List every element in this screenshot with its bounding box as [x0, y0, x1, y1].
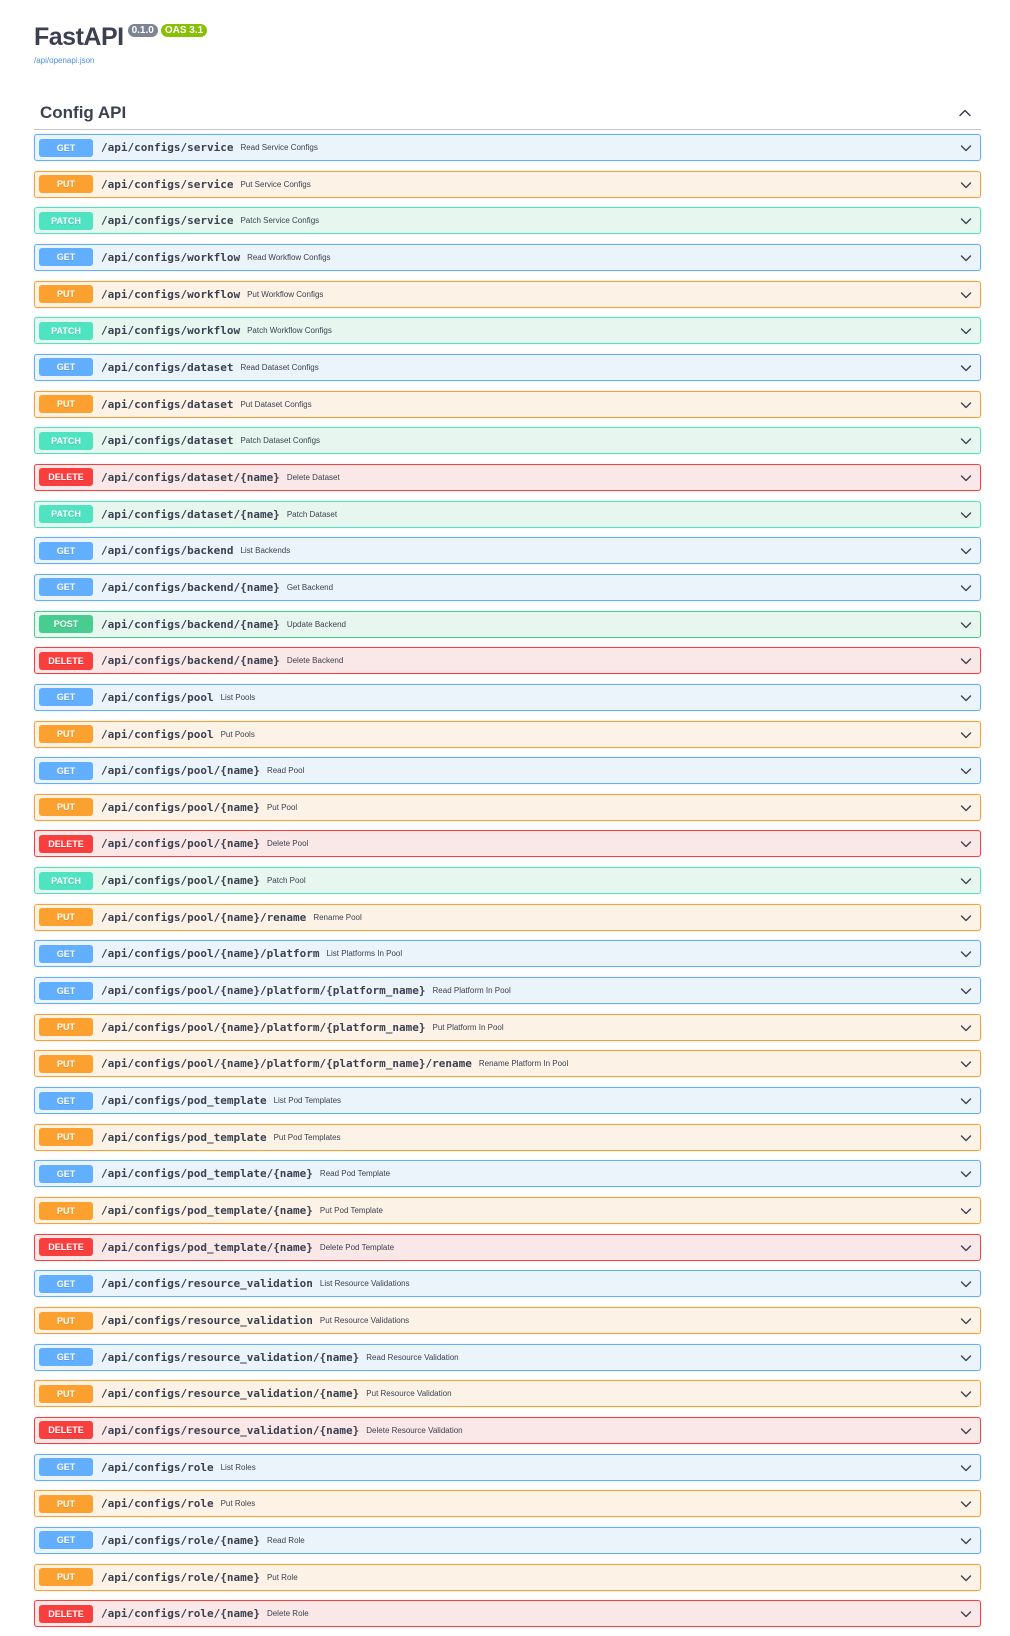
operation-row[interactable] [34, 757, 981, 784]
method-badge: GET [39, 358, 93, 376]
operation-summary: Read Role [266, 1535, 305, 1545]
operation-summary: Delete Pod Template [319, 1242, 395, 1252]
chevron-down-icon[interactable] [960, 729, 972, 741]
operation-row[interactable] [34, 977, 981, 1004]
operation-path: /api/configs/resource_validation/{name} [101, 1387, 360, 1401]
operation-path: /api/configs/pod_template [101, 1094, 267, 1108]
operation-path: /api/configs/pod_template/{name} [101, 1240, 313, 1254]
method-badge: DELETE [39, 468, 93, 486]
chevron-down-icon[interactable] [960, 215, 972, 227]
operation-row[interactable] [34, 794, 981, 821]
operation-path: /api/configs/dataset [101, 434, 234, 448]
chevron-down-icon[interactable] [960, 399, 972, 411]
operation-path: /api/configs/backend [101, 544, 234, 558]
operation-row[interactable] [34, 1124, 981, 1151]
method-badge: GET [39, 139, 93, 157]
chevron-down-icon[interactable] [960, 582, 972, 594]
operation-summary: Patch Workflow Configs [247, 326, 332, 336]
operation-path: /api/configs/pool/{name} [101, 837, 260, 851]
method-badge: GET [39, 248, 93, 266]
operation-summary: Read Pod Template [319, 1169, 391, 1179]
operation-row[interactable] [34, 684, 981, 711]
method-badge: GET [39, 945, 93, 963]
operation-row[interactable] [34, 207, 981, 234]
operation-row[interactable] [34, 244, 981, 271]
operation-path: /api/configs/dataset [101, 397, 234, 411]
operation-row[interactable] [34, 1564, 981, 1591]
operation-path: /api/configs/role/{name} [101, 1533, 260, 1547]
operation-row[interactable] [34, 1344, 981, 1371]
method-badge: PUT [39, 175, 93, 193]
operation-path: /api/configs/backend/{name} [101, 580, 280, 594]
operation-summary: Put Pod Template [319, 1206, 383, 1216]
operation-path: /api/configs/workflow [101, 250, 241, 264]
operation-path: /api/configs/pod_template/{name} [101, 1204, 313, 1218]
chevron-down-icon[interactable] [960, 1132, 972, 1144]
operation-summary: Delete Backend [286, 656, 344, 666]
chevron-down-icon[interactable] [960, 765, 972, 777]
operation-summary: Delete Role [266, 1609, 309, 1619]
operation-path: /api/configs/service [101, 214, 234, 228]
operation-path: /api/configs/pool/{name}/rename [101, 910, 307, 924]
method-badge: DELETE [39, 1605, 93, 1623]
chevron-down-icon[interactable] [960, 619, 972, 631]
operation-path: /api/configs/pool [101, 690, 214, 704]
operation-row[interactable] [34, 464, 981, 491]
method-badge: PUT [39, 395, 93, 413]
operation-path: /api/configs/role [101, 1460, 214, 1474]
chevron-down-icon[interactable] [960, 655, 972, 667]
chevron-down-icon[interactable] [960, 435, 972, 447]
operation-path: /api/configs/resource_validation/{name} [101, 1423, 360, 1437]
chevron-down-icon[interactable] [960, 1425, 972, 1437]
operation-summary: Rename Platform In Pool [478, 1059, 569, 1069]
method-badge: POST [39, 615, 93, 633]
method-badge: DELETE [39, 1421, 93, 1439]
method-badge: PATCH [39, 432, 93, 450]
chevron-down-icon[interactable] [960, 1058, 972, 1070]
chevron-down-icon[interactable] [960, 1352, 972, 1364]
method-badge: PUT [39, 1128, 93, 1146]
operation-row[interactable] [34, 940, 981, 967]
chevron-down-icon[interactable] [960, 1242, 972, 1254]
app-title: FastAPI [34, 23, 124, 51]
method-badge: GET [39, 1275, 93, 1293]
operation-row[interactable] [34, 354, 981, 381]
chevron-down-icon[interactable] [960, 1205, 972, 1217]
operations-list [34, 134, 981, 1636]
operation-path: /api/configs/pool/{name}/platform [101, 947, 320, 961]
method-badge: GET [39, 1092, 93, 1110]
version-badge: 0.1.0 [128, 24, 158, 37]
operation-summary: Put Pools [220, 729, 255, 739]
chevron-down-icon[interactable] [960, 1498, 972, 1510]
chevron-down-icon[interactable] [960, 1535, 972, 1547]
operation-row[interactable] [34, 1454, 981, 1481]
operation-summary: Rename Pool [313, 912, 362, 922]
method-badge: PUT [39, 1018, 93, 1036]
chevron-down-icon[interactable] [960, 472, 972, 484]
operation-row[interactable] [34, 171, 981, 198]
operation-path: /api/configs/resource_validation [101, 1277, 313, 1291]
operation-row[interactable] [34, 867, 981, 894]
method-badge: PATCH [39, 505, 93, 523]
operation-summary: Delete Dataset [286, 472, 340, 482]
operation-row[interactable] [34, 904, 981, 931]
operation-summary: Patch Pool [266, 876, 306, 886]
operation-row[interactable] [34, 1527, 981, 1554]
operation-row[interactable] [34, 427, 981, 454]
method-badge: GET [39, 1348, 93, 1366]
operation-summary: Put Platform In Pool [432, 1022, 504, 1032]
operation-row[interactable] [34, 1050, 981, 1077]
operation-path: /api/configs/pool/{name}/platform/{platform_name} [101, 984, 426, 998]
method-badge: PUT [39, 725, 93, 743]
operation-path: /api/configs/pod_template/{name} [101, 1167, 313, 1181]
method-badge: PUT [39, 1055, 93, 1073]
method-badge: PUT [39, 1202, 93, 1220]
operation-path: /api/configs/pool/{name} [101, 874, 260, 888]
operation-summary: Put Resource Validation [366, 1389, 452, 1399]
method-badge: GET [39, 542, 93, 560]
method-badge: DELETE [39, 835, 93, 853]
method-badge: PUT [39, 798, 93, 816]
chevron-down-icon[interactable] [960, 1315, 972, 1327]
chevron-down-icon[interactable] [960, 1095, 972, 1107]
method-badge: PUT [39, 1385, 93, 1403]
chevron-down-icon[interactable] [960, 289, 972, 301]
chevron-down-icon[interactable] [960, 948, 972, 960]
operation-row[interactable] [34, 1014, 981, 1041]
operation-row[interactable] [34, 134, 981, 161]
operation-path: /api/configs/backend/{name} [101, 617, 280, 631]
chevron-down-icon[interactable] [960, 1462, 972, 1474]
operation-summary: List Pools [220, 692, 256, 702]
operation-row[interactable] [34, 1087, 981, 1114]
method-badge: GET [39, 762, 93, 780]
operation-path: /api/configs/dataset/{name} [101, 507, 280, 521]
operation-row[interactable] [34, 1160, 981, 1187]
operation-summary: Patch Dataset Configs [240, 436, 321, 446]
operation-summary: Read Service Configs [240, 143, 318, 152]
operation-path: /api/configs/workflow [101, 324, 241, 338]
operation-path: /api/configs/dataset/{name} [101, 470, 280, 484]
openapi-spec-link[interactable]: /api/openapi.json [34, 56, 95, 65]
operation-path: /api/configs/service [101, 141, 234, 154]
section-header[interactable] [34, 96, 981, 130]
method-badge: PUT [39, 1568, 93, 1586]
operation-path: /api/configs/service [101, 177, 234, 191]
operation-row[interactable] [34, 1417, 981, 1444]
config-api-section [34, 96, 981, 130]
chevron-down-icon[interactable] [960, 1168, 972, 1180]
oas-badge: OAS 3.1 [161, 24, 207, 37]
chevron-down-icon[interactable] [960, 1388, 972, 1400]
operation-summary: Put Dataset Configs [240, 399, 312, 409]
chevron-up-icon [958, 106, 972, 120]
chevron-down-icon[interactable] [960, 252, 972, 264]
operation-row[interactable] [34, 611, 981, 638]
method-badge: GET [39, 578, 93, 596]
method-badge: DELETE [39, 652, 93, 670]
operation-summary: Patch Service Configs [240, 216, 320, 226]
chevron-down-icon[interactable] [960, 1022, 972, 1034]
method-badge: GET [39, 1165, 93, 1183]
operation-summary: List Platforms In Pool [326, 949, 403, 959]
operation-summary: Delete Pool [266, 839, 309, 849]
chevron-down-icon[interactable] [960, 509, 972, 521]
operation-summary: Read Resource Validation [366, 1352, 459, 1362]
operation-path: /api/configs/pool [101, 727, 214, 741]
method-badge: GET [39, 982, 93, 1000]
operation-path: /api/configs/dataset [101, 360, 234, 374]
operation-path: /api/configs/backend/{name} [101, 654, 280, 668]
operation-path: /api/configs/role/{name} [101, 1607, 260, 1621]
chevron-down-icon[interactable] [960, 179, 972, 191]
section-title: Config API [40, 102, 127, 122]
operation-row[interactable] [34, 1490, 981, 1517]
chevron-down-icon[interactable] [960, 325, 972, 337]
operation-row[interactable] [34, 1380, 981, 1407]
operation-row[interactable] [34, 721, 981, 748]
chevron-down-icon[interactable] [960, 362, 972, 374]
chevron-down-icon[interactable] [960, 838, 972, 850]
operation-summary: Put Role [266, 1572, 298, 1582]
operation-row[interactable] [34, 1600, 981, 1627]
operation-path: /api/configs/pool/{name} [101, 764, 260, 778]
chevron-down-icon[interactable] [960, 1572, 972, 1584]
operation-summary: Put Service Configs [240, 179, 311, 189]
operation-summary: List Pod Templates [273, 1096, 342, 1106]
method-badge: PUT [39, 1495, 93, 1513]
chevron-down-icon[interactable] [960, 142, 972, 154]
operation-path: /api/configs/resource_validation [101, 1314, 313, 1327]
operation-path: /api/configs/pool/{name}/platform/{platform_name} [101, 1020, 426, 1034]
chevron-down-icon[interactable] [960, 1608, 972, 1620]
operation-summary: Put Roles [220, 1499, 256, 1509]
method-badge: PUT [39, 285, 93, 303]
chevron-down-icon[interactable] [960, 985, 972, 997]
operation-row[interactable] [34, 281, 981, 308]
method-badge: DELETE [39, 1238, 93, 1256]
chevron-down-icon[interactable] [960, 1278, 972, 1290]
method-badge: GET [39, 1458, 93, 1476]
operation-row[interactable] [34, 830, 981, 857]
operation-summary: Read Platform In Pool [432, 986, 511, 996]
operation-path: /api/configs/role/{name} [101, 1570, 260, 1584]
operation-row[interactable] [34, 391, 981, 418]
operation-row[interactable] [34, 501, 981, 528]
title-row [34, 20, 207, 54]
operation-row[interactable] [34, 317, 981, 344]
chevron-down-icon[interactable] [960, 802, 972, 814]
operation-path: /api/configs/pool/{name}/platform/{platform_name}/rename [101, 1057, 472, 1071]
operation-path: /api/configs/resource_validation/{name} [101, 1350, 360, 1364]
chevron-down-icon[interactable] [960, 912, 972, 924]
operation-summary: Patch Dataset [286, 509, 338, 519]
api-header [34, 20, 207, 65]
operation-row[interactable] [34, 1197, 981, 1224]
operation-summary: Get Backend [286, 582, 334, 592]
operation-summary: List Resource Validations [319, 1279, 410, 1289]
chevron-down-icon[interactable] [960, 692, 972, 704]
operation-row[interactable] [34, 647, 981, 674]
operation-path: /api/configs/pool/{name} [101, 800, 260, 814]
operation-summary: Update Backend [286, 619, 346, 629]
method-badge: PATCH [39, 212, 93, 230]
chevron-down-icon[interactable] [960, 875, 972, 887]
operation-summary: Put Workflow Configs [247, 289, 324, 299]
operation-row[interactable] [34, 1270, 981, 1297]
method-badge: PUT [39, 1312, 93, 1330]
method-badge: GET [39, 688, 93, 706]
operation-path: /api/configs/role [101, 1497, 214, 1511]
operation-row[interactable] [34, 537, 981, 564]
method-badge: PATCH [39, 322, 93, 340]
operation-row[interactable] [34, 574, 981, 601]
operation-summary: List Roles [220, 1462, 256, 1472]
chevron-down-icon[interactable] [960, 545, 972, 557]
method-badge: PATCH [39, 872, 93, 890]
operation-summary: Put Pod Templates [273, 1132, 341, 1142]
operation-summary: Read Pool [266, 766, 305, 776]
operation-row[interactable] [34, 1307, 981, 1334]
method-badge: GET [39, 1531, 93, 1549]
operation-row[interactable] [34, 1234, 981, 1261]
operation-summary: Put Resource Validations [319, 1316, 410, 1325]
operation-summary: Read Workflow Configs [247, 252, 331, 262]
collapse-section-button[interactable] [955, 103, 975, 123]
operation-path: /api/configs/workflow [101, 287, 241, 301]
operation-summary: Delete Resource Validation [366, 1425, 463, 1435]
operation-summary: Read Dataset Configs [240, 362, 319, 372]
operation-summary: Put Pool [266, 802, 298, 812]
operation-path: /api/configs/pod_template [101, 1130, 267, 1144]
operation-summary: List Backends [240, 546, 291, 556]
method-badge: PUT [39, 908, 93, 926]
